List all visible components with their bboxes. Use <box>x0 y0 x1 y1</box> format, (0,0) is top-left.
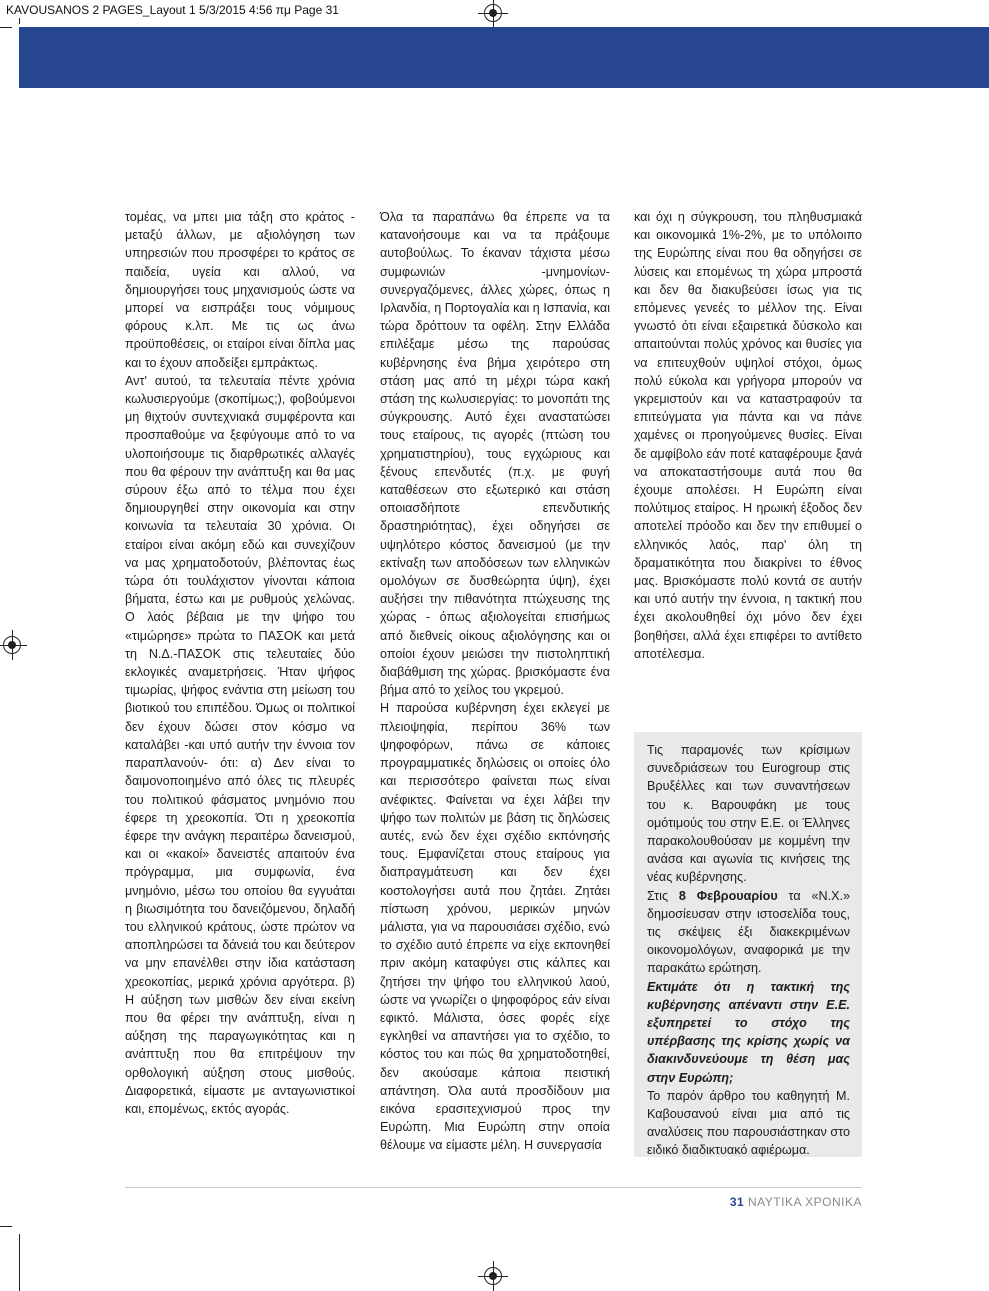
paragraph: Η παρούσα κυβέρνηση έχει εκλεγεί με πλειοψηφία, περίπου 36% των ψηφοφόρων, πάνω σε κάποιες προγραμματικές δηλώσεις οι οποίες όλο και περισσότερο φαίνεται πως είναι ανέφικτες. Φαίνεται να έχει λάβει την ψήφο των πολιτών με βάση τις δηλώσεις αυτές, ενώ δεν έχει σχέδιο εκπόνησής τους. Εμφανίζεται στους εταίρους για διαπραγμάτευση και δεν έχει κοστολογήσει αυτά που ζητάει. Ζητάει πίστωση χρόνου, μερικών μηνών μάλιστα, για να παρουσιάσει σχέδιο, ενώ το σχέδιο αυτό έπρεπε να είχε εκπονηθεί πριν ακόμη καταφύγει στις κάλπες και ζητήσει την ψήφο του ελληνικού λαού, ώστε να γνωρίζει ο ψηφοφόρος εάν είναι εφικτό. Μάλιστα, όσες φορές είχε εγκληθεί να απαντήσει για το σχέδιο, το κόστος του και πώς θα χρηματοδοτηθεί, δεν ακούσαμε κάποια πειστική απάντηση. Όλα αυτά προσδίδουν μια εικόνα ερασιτεχνισμού προς την Ευρώπη. Μια Ευρώπη στην οποία θέλουμε να είμαστε μέλη. Η συνεργασία <box>380 701 610 1153</box>
paragraph: Όλα τα παραπάνω θα έπρεπε να τα κατανοήσουμε και να τα πράξουμε αυτοβούλως. Το έκαναν τάχιστα μέσω συμφωνιών -μνημονίων- συνεργαζόμενες, άλλες χώρες, όπως η Ιρλανδία, η Πορτογαλία και η Ισπανία, και τώρα δρόττουν τα οφέλη. Στην Ελλάδα επιλέξαμε μέσω της παρούσας κυβέρνησης ένα βήμα χειρότερο στη στάση μας από τη μέχρι τώρα κακή στάση της κωλυσιεργίας: το μονοπάτι της σύγκρουσης. Αυτό έχει αναστατώσει τους εταίρους, τις αγορές (πτώση του χρηματιστηρίου), τους εγχώριους και ξένους επενδυτές (π.χ. με φυγή καταθέσεων στο εξωτερικό και στάση οποιασδήποτε επενδυτικής δραστηριότητας), έχει οδηγήσει σε υψηλότερο κόστος δανεισμού (με την εκτίναξη των αποδόσεων των ελληνικών ομολόγων σε δυσθεώρητα ύψη), έχει αυξήσει την πιθανότητα πτώχευσης της χώρας - όπως αξιολογείται επισήμως από διεθνείς οίκους αξιολόγησης και οι οποίοι έχουν μειώσει την πιστοληπτική διαβάθμιση της χώρας. βρισκόμαστε ένα βήμα από το χείλος του γκρεμού. <box>380 210 610 698</box>
footer-rule <box>125 1187 862 1188</box>
box-question: Εκτιμάτε ότι η τακτική της κυβέρνησης απέναντι στην Ε.Ε. εξυπηρετεί το στόχο της υπέρβασης της κρίσης χωρίς να διακινδυνεύουμε τη θέση μας στην Ευρώπη; <box>647 979 850 1085</box>
header-banner <box>19 27 989 88</box>
paragraph: και όχι η σύγκρουση, του πληθυσμιακά και οικονομικά 1%-2%, με το υπόλοιπο της Ευρώπης είναι που θα οδηγήσει σε λύσεις και επομένως τη χώρα μπροστά και δεν θα διακυβεύσει ίσως για τις επόμενες γενεές το μέλλον της. Είναι γνωστό ότι είναι εξαιρετικά δύσκολο και απαιτούνται πολύς χρόνος και θυσίες για να επιτευχθούν υψηλοί στόχοι, όμως πολύ εύκολα και γρήγορα μπορούν να γκρεμιστούν και να καταστραφούν τα επιτεύγματα για πάντα και να πάνε χαμένες οι προηγούμενες θυσίες. Είναι δε αμφίβολο εάν ποτέ καταφέρουμε ξανά να αποκαταστήσουμε αυτά που θα έχουμε απολέσει. Η Ευρώπη είναι πολύτιμος εταίρος. Η ηρωική έξοδος δεν αποτελεί πρόοδο και δεν την επιθυμεί ο ελληνικός λαός, παρ' όλη τη δραματικότητα που διακρίνει το έθνος μας. Βρισκόμαστε πολύ κοντά σε αυτήν και υπό αυτήν την έννοια, η τακτική που έχει ακολουθηθεί όχι μόνο δεν έχει βοηθήσει, αλλά έχει επιφέρει το αντίθετο αποτέλεσμα. <box>634 210 862 661</box>
box-date-suffix: τα «Ν.Χ.» δημοσίευσαν στην ιστοσελίδα τους, τις σκέψεις έξι διακεκριμένων οικονομολόγων, αναφορικά με την παρακάτω ερώτηση. <box>647 888 851 976</box>
crop-mark <box>0 1226 12 1227</box>
print-slug: KAVOUSANOS 2 PAGES_Layout 1 5/3/2015 4:56 πμ Page 31 <box>6 3 339 17</box>
paragraph: τομέας, να μπει μια τάξη στο κράτος - μεταξύ άλλων, με αξιολόγηση των υπηρεσιών που προσφέρει το κράτος σε παιδεία, υγεία και αλλού, να δημιουργήσει τους μηχανισμούς ώστε να μπορεί να εισπράξει τους νόμιμους φόρους κ.λπ. Με τις ως άνω προϋποθέσεις, οι εταίροι είναι δίπλα μας και το έχουν αποδείξει εμπράκτως. <box>125 210 355 370</box>
article-column-2 <box>380 208 610 1155</box>
box-closing: Το παρόν άρθρο του καθηγητή Μ. Καβουσανού είναι μια από τις αναλύσεις που παρουσιάστηκαν στο ειδικό διαδικτυακό αφιέρωμα. <box>647 1088 850 1158</box>
crop-mark <box>19 18 20 24</box>
paragraph: Αντ' αυτού, τα τελευταία πέντε χρόνια κωλυσιεργούμε (σκοπίμως;), φοβούμενοι μη θιχτούν συντεχνιακά συμφέροντα και προσπαθούμε να ξεφύγουμε από το να υλοποιήσουμε τις διαρθρωτικές αλλαγές που θα φέρουν την ανάπτυξη και θα μας σύρουν έξω από το τέλμα που έχει δημιουργηθεί στην οικονομία και στην κοινωνία τα τελευταία 30 χρόνια. Οι εταίροι είναι ακόμη εδώ και συνεχίζουν να μας χρηματοδοτούν, βλέποντας έως τώρα ότι τουλάχιστον γίνονται κάποια βήματα, έστω και με ρυθμούς χελώνας. Ο λαός βέβαια με την ψήφο του «τιμώρησε» πρώτα το ΠΑΣΟΚ και μετά τη Ν.Δ.-ΠΑΣΟΚ στις τελευταίες δύο εκλογικές αναμετρήσεις. Ήταν ψήφος τιμωρίας, ψήφος ενάντια στη μείωση του βιοτικού του επιπέδου. Όμως οι πολιτικοί δεν έχουν δώσει στον κόσμο να καταλάβει -και υπό αυτήν την έννοια τον παραπλανούν- ότι: α) Δεν είναι το δαιμονοποιημένο από όλες τις πλευρές του πολιτικού φάσματος μνημόνιο που έφερε τη χρεοκοπία. Ότι η χρεοκοπία έφερε την ανάγκη περαιτέρω δανεισμού, και οι «κακοί» δανειστές απαιτούν ένα πρόγραμμα, μια συμφωνία, ένα μνημόνιο, μέσω του οποίου θα εγγυάται η βιωσιμότητα του δανειζόμενου, δηλαδή του ελληνικού κράτους, ώστε πρώτον να αποπληρώσει τα δάνειά του και δεύτερον να μην επανέλθει στην ίδια κατάσταση χρεοκοπίας, μερικά χρόνια αργότερα. β) Η αύξηση των μισθών δεν είναι εκείνη που θα φέρει την ανάπτυξη, είναι η αύξηση της παραγωγικότητας και η ανάπτυξη που θα επιτρέψουν την ορθολογική αύξηση στους μισθούς. Διαφορετικά, είμαστε με ανταγωνιστικοί και, επομένως, εκτός αγοράς. <box>125 373 355 1116</box>
crop-mark <box>0 27 12 28</box>
article-column-1 <box>125 208 355 1118</box>
crop-mark <box>19 1234 20 1291</box>
info-box <box>634 732 862 1157</box>
page-folio <box>730 1195 862 1209</box>
registration-mark-icon <box>484 1267 502 1285</box>
registration-mark-icon <box>3 636 21 654</box>
box-date-prefix: Στις <box>647 888 679 903</box>
box-date-paragraph <box>647 887 850 978</box>
registration-mark-icon <box>484 4 502 22</box>
box-date: 8 Φεβρουαρίου <box>678 888 778 903</box>
page-number: 31 <box>729 1195 745 1209</box>
article-column-3 <box>634 208 862 663</box>
magazine-name: ΝΑΥΤΙΚΑ ΧΡΟΝΙΚΑ <box>748 1195 862 1209</box>
box-intro: Τις παραμονές των κρίσιμων συνεδριάσεων του Eurogroup στις Βρυξέλλες και των συναντήσεων του κ. Βαρουφάκη με τους ομότιμούς του στην Ε.Ε. οι Έλληνες παρακολουθούσαν με κομμένη την ανάσα και αγωνία τις κινήσεις της νέας κυβέρνησης. <box>647 743 850 885</box>
